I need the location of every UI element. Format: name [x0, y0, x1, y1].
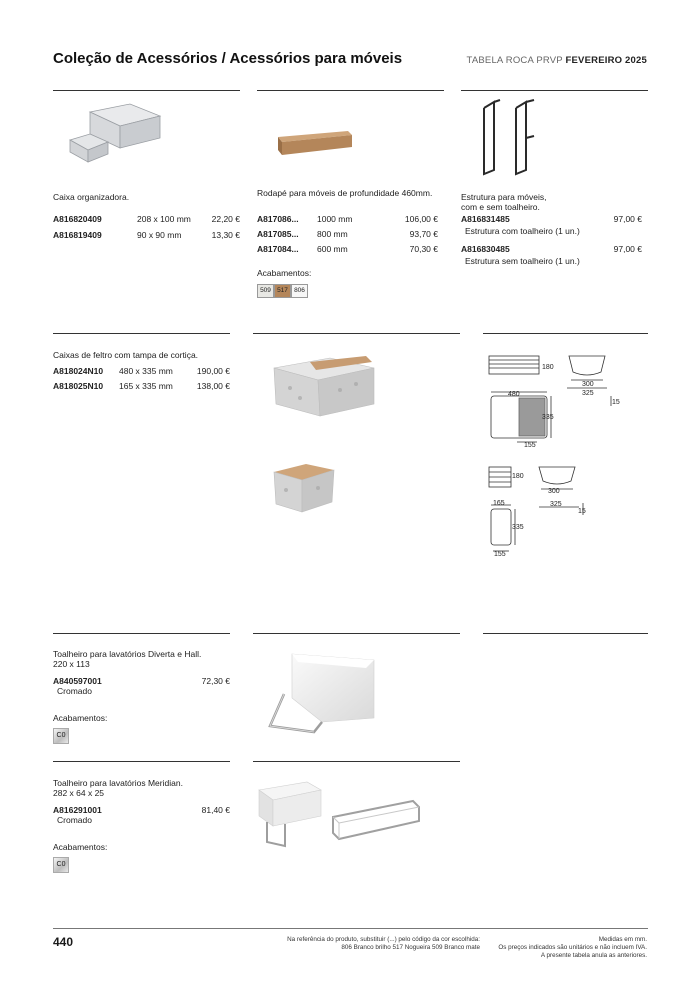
section-divider	[461, 90, 648, 91]
organizer-price: 22,20 €	[211, 214, 240, 224]
frame-price: 97,00 €	[613, 244, 642, 254]
catalog-name: TABELA ROCA PRVP	[466, 55, 563, 66]
section-divider	[53, 333, 230, 334]
frame-description-line2: com e sem toalheiro.	[461, 202, 540, 212]
dim-depth: 335	[512, 524, 524, 531]
section-divider	[253, 333, 460, 334]
felt-box-size: 480 x 335 mm	[119, 366, 173, 376]
catalog-edition: FEVEREIRO 2025	[565, 55, 647, 66]
dim-sub: 155	[494, 551, 506, 558]
footer-measure-note: Medidas em mm.	[598, 936, 647, 943]
organizer-code: A816820409	[53, 214, 102, 224]
plinth-price: 70,30 €	[409, 244, 438, 254]
plinth-price: 106,00 €	[404, 214, 438, 224]
towel-rail-meridian-description: Toalheiro para lavatórios Meridian.	[53, 778, 183, 788]
plinth-code: A817085...	[257, 229, 299, 239]
felt-box-large-image	[270, 350, 380, 420]
frame-code: A816830485	[461, 244, 510, 254]
felt-box-small-image	[270, 460, 340, 515]
dim-side: 15	[578, 508, 586, 515]
meridian-basin-with-rail-image	[255, 778, 325, 850]
dim-bottom-width: 325	[582, 390, 594, 397]
footer-price-note: Os preços indicados são unitários e não incluem IVA.	[498, 944, 647, 951]
footer-color-codes: 806 Branco brilho 517 Nogueira 509 Branco mate	[341, 944, 480, 951]
towel-rail-meridian-size: 282 x 64 x 25	[53, 788, 105, 798]
section-divider	[483, 633, 648, 634]
dim-height: 180	[512, 473, 524, 480]
frame-code: A816831485	[461, 214, 510, 224]
felt-box-size: 165 x 335 mm	[119, 381, 173, 391]
organizer-price: 13,30 €	[211, 230, 240, 240]
felt-box-code: A818024N10	[53, 366, 104, 376]
meridian-towel-rail-image	[325, 795, 425, 845]
section-divider	[53, 761, 230, 762]
dim-height: 180	[542, 364, 554, 371]
towel-rail-diverta-code: A840597001	[53, 676, 102, 686]
dim-bottom-width: 325	[550, 501, 562, 508]
felt-box-small-technical-drawing	[483, 463, 623, 563]
plinth-size: 1000 mm	[317, 214, 353, 224]
frame-description-line1: Estrutura para móveis,	[461, 192, 547, 202]
finish-swatch-gloss-white: 806	[291, 284, 308, 298]
plinth-price: 93,70 €	[409, 229, 438, 239]
organizer-size: 208 x 100 mm	[137, 214, 191, 224]
section-divider	[53, 633, 230, 634]
furniture-frame-image	[478, 98, 548, 178]
section-divider	[253, 761, 460, 762]
dim-length: 165	[493, 500, 505, 507]
towel-rail-diverta-size: 220 x 113	[53, 659, 90, 669]
towel-rail-diverta-image	[262, 648, 382, 738]
plinth-image	[272, 125, 357, 160]
towel-rail-diverta-finishes-label: Acabamentos:	[53, 713, 108, 723]
section-divider	[253, 633, 460, 634]
towel-rail-diverta-price: 72,30 €	[201, 676, 230, 686]
chrome-finish-chip: C0	[53, 857, 69, 873]
dim-top-width: 300	[548, 488, 560, 495]
section-divider	[53, 90, 240, 91]
page-title: Coleção de Acessórios / Acessórios para móveis	[53, 50, 403, 67]
towel-rail-meridian-price: 81,40 €	[201, 805, 230, 815]
footer-validity-note: A presente tabela anula as anteriores.	[540, 952, 647, 959]
section-divider	[257, 90, 444, 91]
felt-box-price: 138,00 €	[196, 381, 230, 391]
dim-depth: 335	[542, 414, 554, 421]
finish-swatch-walnut: 517	[274, 284, 291, 298]
page-number: 440	[53, 935, 74, 949]
finish-swatch-matt-white: 509	[257, 284, 274, 298]
felt-box-price: 190,00 €	[196, 366, 230, 376]
towel-rail-diverta-description: Toalheiro para lavatórios Diverta e Hall.	[53, 649, 202, 659]
dim-sub: 155	[524, 442, 536, 449]
plinth-code: A817086...	[257, 214, 299, 224]
plinth-size: 800 mm	[317, 229, 348, 239]
felt-box-code: A818025N10	[53, 381, 104, 391]
towel-rail-meridian-finishes-label: Acabamentos:	[53, 842, 108, 852]
organizer-description: Caixa organizadora.	[53, 192, 130, 202]
organizer-box-image	[60, 102, 170, 172]
frame-price: 97,00 €	[613, 214, 642, 224]
felt-box-description: Caixas de feltro com tampa de cortiça.	[53, 350, 199, 360]
catalog-header	[467, 55, 647, 66]
dim-top-width: 300	[582, 381, 594, 388]
dim-side: 15	[612, 399, 620, 406]
frame-variant-note: Estrutura com toalheiro (1 un.)	[465, 226, 580, 236]
footer-reference-note: Na referência do produto, substituir (...) pelo código da cor escolhida:	[287, 936, 480, 943]
dim-length: 480	[508, 391, 520, 398]
chrome-finish-chip: C0	[53, 728, 69, 744]
organizer-code: A816819409	[53, 230, 102, 240]
towel-rail-meridian-code: A816291001	[53, 805, 102, 815]
plinth-code: A817084...	[257, 244, 299, 254]
plinth-finishes-label: Acabamentos:	[257, 268, 312, 278]
plinth-description: Rodapé para móveis de profundidade 460mm.	[257, 188, 433, 198]
towel-rail-diverta-finish: Cromado	[57, 686, 92, 696]
frame-variant-note: Estrutura sem toalheiro (1 un.)	[465, 256, 580, 266]
footer-divider	[53, 928, 648, 929]
organizer-size: 90 x 90 mm	[137, 230, 182, 240]
section-divider	[483, 333, 648, 334]
towel-rail-meridian-finish: Cromado	[57, 815, 92, 825]
plinth-size: 600 mm	[317, 244, 348, 254]
